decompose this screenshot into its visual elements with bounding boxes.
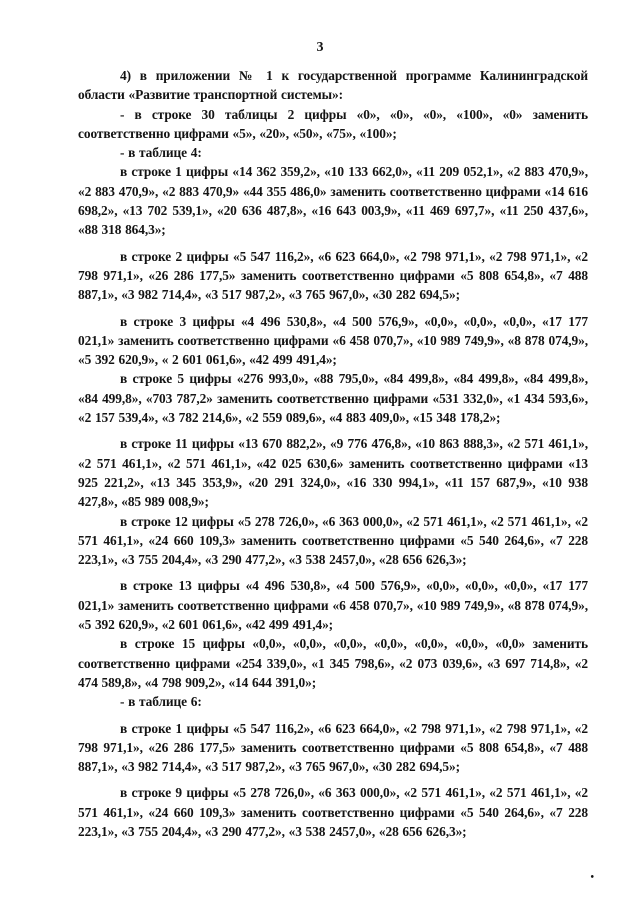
- paragraph-table4-line12: в строке 12 цифры «5 278 726,0», «6 363 000,0», «2 571 461,1», «2 571 461,1», «2 571 461,1», «24 660 109,3» заменить соответственно цифрами «5 540 264,6», «7 228 223,1», «3 755 204,4», «3 290 477,2», «3 538 2457,0», «28 656 626,3»;: [78, 513, 588, 568]
- paragraph-intro: 4) в приложении № 1 к государственной программе Калининградской области «Развитие транспортной системы»:: [78, 68, 588, 103]
- paragraph-table4-heading: - в таблице 4:: [120, 145, 202, 161]
- paragraph-table2-line30: - в строке 30 таблицы 2 цифры «0», «0», «0», «100», «0» заменить соответственно цифрами «5», «20», «50», «75», «100»;: [78, 106, 588, 141]
- document-body: [78, 66, 588, 841]
- paragraph-table6-heading: - в таблице 6:: [120, 694, 202, 710]
- paragraph-table4-line1: в строке 1 цифры «14 362 359,2», «10 133 662,0», «11 209 052,1», «2 883 470,9», «2 883 470,9», «2 883 470,9» «44 355 486,0» заменить соответственно цифрами «14 616 698,2», «13 702 539,1», «20 636 487,8», «16 643 003,9», «11 469 697,7», «11 250 437,6», «88 318 864,3»;: [78, 164, 588, 238]
- scan-mark: •: [590, 872, 594, 883]
- paragraph-table4-line3: в строке 3 цифры «4 496 530,8», «4 500 576,9», «0,0», «0,0», «0,0», «17 177 021,1» заменить соответственно цифрами «6 458 070,7», «10 989 749,9», «8 878 074,9», «5 392 620,9», « 2 601 061,6», «42 499 491,4»;: [78, 313, 588, 368]
- paragraph-table4-line15: в строке 15 цифры «0,0», «0,0», «0,0», «0,0», «0,0», «0,0», «0,0» заменить соответственно цифрами «254 339,0», «1 345 798,6», «2 073 039,6», «3 697 714,8», «2 474 589,8», «4 798 909,2», «14 644 391,0»;: [78, 636, 588, 690]
- paragraph-table4-line5: в строке 5 цифры «276 993,0», «88 795,0», «84 499,8», «84 499,8», «84 499,8», «84 499,8», «703 787,2» заменить соответственно цифрами «531 332,0», «1 434 593,6», «2 157 539,4», «3 782 214,6», «2 559 089,6», «4 883 409,0», «15 348 178,2»;: [78, 371, 588, 426]
- page-number: 3: [316, 40, 324, 55]
- paragraph-table6-line9: в строке 9 цифры «5 278 726,0», «6 363 000,0», «2 571 461,1», «2 571 461,1», «2 571 461,1», «24 660 109,3» заменить соответственно цифрами «5 540 264,6», «7 228 223,1», «3 755 204,4», «3 290 477,2», «3 538 2457,0», «28 656 626,3»;: [78, 785, 588, 839]
- paragraph-table4-line13: в строке 13 цифры «4 496 530,8», «4 500 576,9», «0,0», «0,0», «0,0», «17 177 021,1» заменить соответственно цифрами «6 458 070,7», «10 989 749,9», «8 878 074,9», «5 392 620,9», «2 601 061,6», «42 499 491,4»;: [78, 578, 588, 633]
- paragraph-table4-line2: в строке 2 цифры «5 547 116,2», «6 623 664,0», «2 798 971,1», «2 798 971,1», «2 798 971,1», «26 286 177,5» заменить соответственно цифрами «5 808 654,8», «7 488 887,1», «3 982 714,4», «3 517 987,2», «3 765 967,0», «30 282 694,5»;: [78, 248, 588, 303]
- paragraph-table6-line1: в строке 1 цифры «5 547 116,2», «6 623 664,0», «2 798 971,1», «2 798 971,1», «2 798 971,1», «26 286 177,5» заменить соответственно цифрами «5 808 654,8», «7 488 887,1», «3 982 714,4», «3 517 987,2», «3 765 967,0», «30 282 694,5»;: [78, 720, 588, 775]
- paragraph-table4-line11: в строке 11 цифры «13 670 882,2», «9 776 476,8», «10 863 888,3», «2 571 461,1», «2 571 461,1», «2 571 461,1», «42 025 630,6» заменить соответственно цифрами «13 925 221,2», «13 345 353,9», «20 291 324,0», «16 330 994,1», «11 157 687,9», «10 938 427,8», «85 989 008,9»;: [78, 436, 588, 510]
